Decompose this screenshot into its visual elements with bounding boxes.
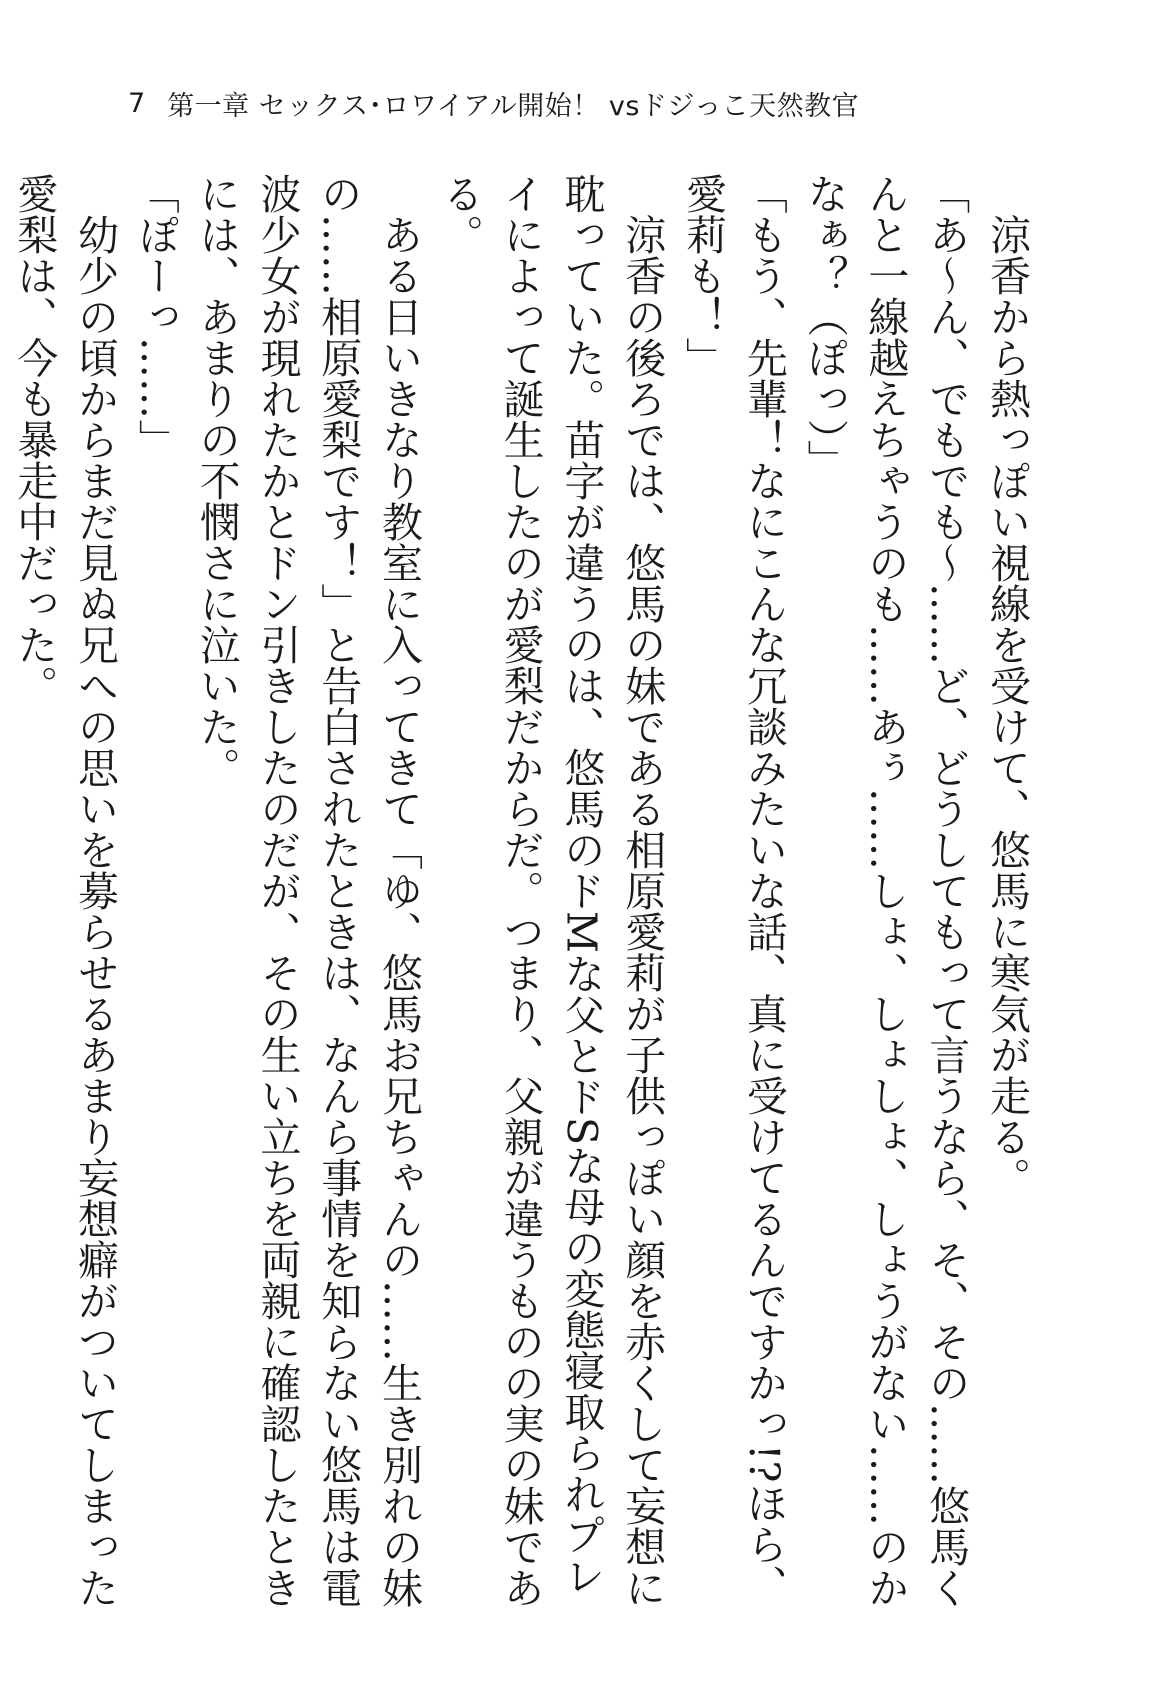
page-number: 7 <box>128 87 146 119</box>
paragraph-dialogue: 「もう、先輩！なにこんな冗談みたいな話、真に受けてるんですかっ!?ほら、愛莉も！」 <box>679 173 788 1606</box>
paragraph-narration: 涼香の後ろでは、悠馬の妹である相原愛莉が子供っぽい顔を赤くして妄想に耽っていた。苗字が違うのは、悠馬のドMな父とドSな母の変態寝取られプレイによって誕生したのが愛梨だからだ。つまり、父親が違うものの実の妹である。 <box>435 173 667 1608</box>
chapter-title: 第一章 セックス･ロワイアル開始！ vsドジっこ天然教官 <box>167 90 860 122</box>
paragraph-dialogue: 「あ〜ん、でもでも〜……ど、どうしてもって言うなら、そ、その……悠馬くんと一線越えちゃうのも……あぅ……しょ、しょしょ、しょうがない……のかなぁ？（ぽっ）」 <box>800 173 971 1608</box>
paragraph-dialogue: 「ぽーっ……」 <box>131 173 180 460</box>
paragraph-thought <box>0 173 3 1623</box>
vertical-body-text <box>10 173 1037 1623</box>
paragraph-narration: 幼少の頃からまだ見ぬ兄への思いを募らせるあまり妄想癖がついてしまった愛梨は、今も暴走中だった。 <box>10 173 120 1608</box>
running-header <box>128 78 859 128</box>
paragraph-narration: 涼香から熱っぽい視線を受けて、悠馬に寒気が走る。 <box>983 214 1031 1198</box>
paragraph-narration: ある日いきなり教室に入ってきて「ゆ、悠馬お兄ちゃんの……生き別れの妹の……相原愛梨です！」と告白されたときは、なんら事情を知らない悠馬は電波少女が現れたかとドン引きしたのだが、その生い立ちを両親に確認したときには、あまりの不憫さに泣いた。 <box>192 173 424 1608</box>
